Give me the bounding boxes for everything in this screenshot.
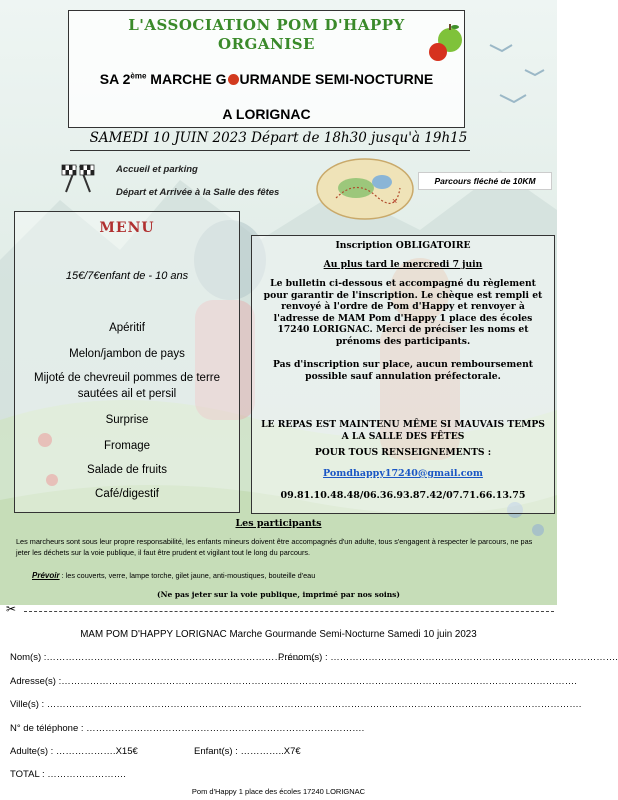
scissors-icon: ✂: [6, 602, 17, 616]
contact-phones: 09.81.10.48.48/06.36.93.87.42/07.71.66.13.75: [280, 490, 526, 501]
menu-item: Café/digestif: [95, 488, 159, 500]
subtitle-mid: MARCHE G: [146, 71, 227, 87]
inscription-paragraph-1: Le bulletin ci-dessous et accompagné du règlement pour garantir de l'inscription. Le chèque est rempli et renvoyé à l'ordre de Pom d'Happy et renvoyer à l'adresse de MAM Pom d'Happy 1 place des écoles 17240 LORIGNAC. Merci de préciser les noms et prénoms des participants.: [263, 278, 543, 347]
contact-email-link[interactable]: Pomdhappy17240@gmail.com: [323, 468, 483, 479]
prevoir-text: : les couverts, verre, lampe torche, gilet jaune, anti-moustiques, bouteille d'eau: [59, 571, 316, 580]
menu-box: [14, 211, 240, 513]
prenom-field[interactable]: Prénom(s) : ……………………………………………………………………………….: [278, 652, 618, 663]
header-box: [68, 10, 465, 128]
inscription-paragraph-3: LE REPAS EST MAINTENU MÊME SI MAUVAIS TEMPS A LA SALLE DES FÊTES: [261, 419, 545, 442]
participants-title: Les participants: [235, 518, 322, 529]
cut-line: [6, 602, 554, 616]
menu-item: Melon/jambon de pays: [69, 348, 185, 360]
event-date: SAMEDI 10 JUIN 2023 Départ de 18h30 jusqu'à 19h15: [89, 130, 468, 146]
subtitle-pre: SA 2: [99, 71, 131, 87]
enfant-field[interactable]: Enfant(s) : …………..X7€: [194, 746, 301, 757]
menu-item: Apéritif: [109, 322, 145, 334]
menu-title: MENU: [99, 220, 155, 236]
telephone-field[interactable]: N° de téléphone : …………………………………………………………………………….: [10, 723, 365, 734]
title-line-1: L'ASSOCIATION POM D'HAPPY: [128, 16, 405, 34]
svg-text:×: ×: [392, 196, 398, 206]
dashed-divider: [24, 611, 554, 612]
total-field[interactable]: TOTAL : …………………….: [10, 769, 126, 780]
event-city: A LORIGNAC: [222, 106, 311, 122]
date-divider: [70, 150, 470, 151]
footer-address: Pom d'Happy 1 place des écoles 17240 LORIGNAC: [191, 787, 366, 796]
subtitle-sup: ème: [130, 71, 147, 81]
inscription-box: [251, 235, 555, 514]
event-subtitle: [69, 71, 464, 87]
apples-icon: [424, 22, 466, 64]
title-line-2: ORGANISE: [218, 35, 315, 53]
participants-text: Les marcheurs sont sous leur propre responsabilité, les enfants mineurs doivent être accompagnés d'un adulte, tous s'engagent à respecter le parcours, ne pas jeter les déchets sur la voie publique, il faut être prudent et vigilant tout le long du parcours.: [16, 537, 533, 557]
treasure-map-icon: [316, 158, 414, 220]
nom-field[interactable]: Nom(s) :………………………………………………………………………….: [10, 652, 316, 663]
info-accueil: Accueil et parking: [116, 164, 198, 175]
info-depart: Départ et Arrivée à la Salle des fêtes: [116, 187, 280, 198]
menu-price: 15€/7€enfant de - 10 ans: [65, 270, 189, 282]
checkered-flags-icon: [58, 162, 98, 194]
inscription-deadline: Au plus tard le mercredi 7 juin: [323, 259, 483, 270]
inscription-paragraph-2: Pas d'inscription sur place, aucun remboursement possible sauf annulation préfectorale.: [272, 359, 534, 382]
inscription-heading: Inscription OBLIGATOIRE: [335, 240, 471, 251]
print-notice: (Ne pas jeter sur la voie publique, imprimé par nos soins): [157, 590, 400, 599]
contact-heading: POUR TOUS RENSEIGNEMENTS :: [314, 447, 492, 458]
form-title: MAM POM D'HAPPY LORIGNAC Marche Gourmande Semi-Nocturne Samedi 10 juin 2023: [80, 629, 477, 640]
adresse-field[interactable]: Adresse(s) :……………………………………………………………………………………………………………………………………………….: [10, 676, 577, 687]
apple-icon: [228, 74, 239, 85]
prevoir-label: Prévoir: [32, 571, 60, 580]
subtitle-post: URMANDE SEMI-NOCTURNE: [239, 71, 434, 87]
menu-item: Fromage: [103, 440, 151, 452]
menu-item: Surprise: [105, 414, 149, 426]
prevoir-line: [32, 571, 552, 580]
menu-item: Salade de fruits: [87, 464, 167, 476]
parcours-badge: Parcours fléché de 10KM: [418, 172, 552, 190]
adulte-field[interactable]: Adulte(s) : ……………….X15€: [10, 746, 138, 757]
menu-item: Mijoté de chevreuil pommes de terre sautées ail et persil: [34, 372, 220, 400]
ville-field[interactable]: Ville(s) : …………………………………………………………………………………………………………………………………………………….: [10, 699, 582, 710]
